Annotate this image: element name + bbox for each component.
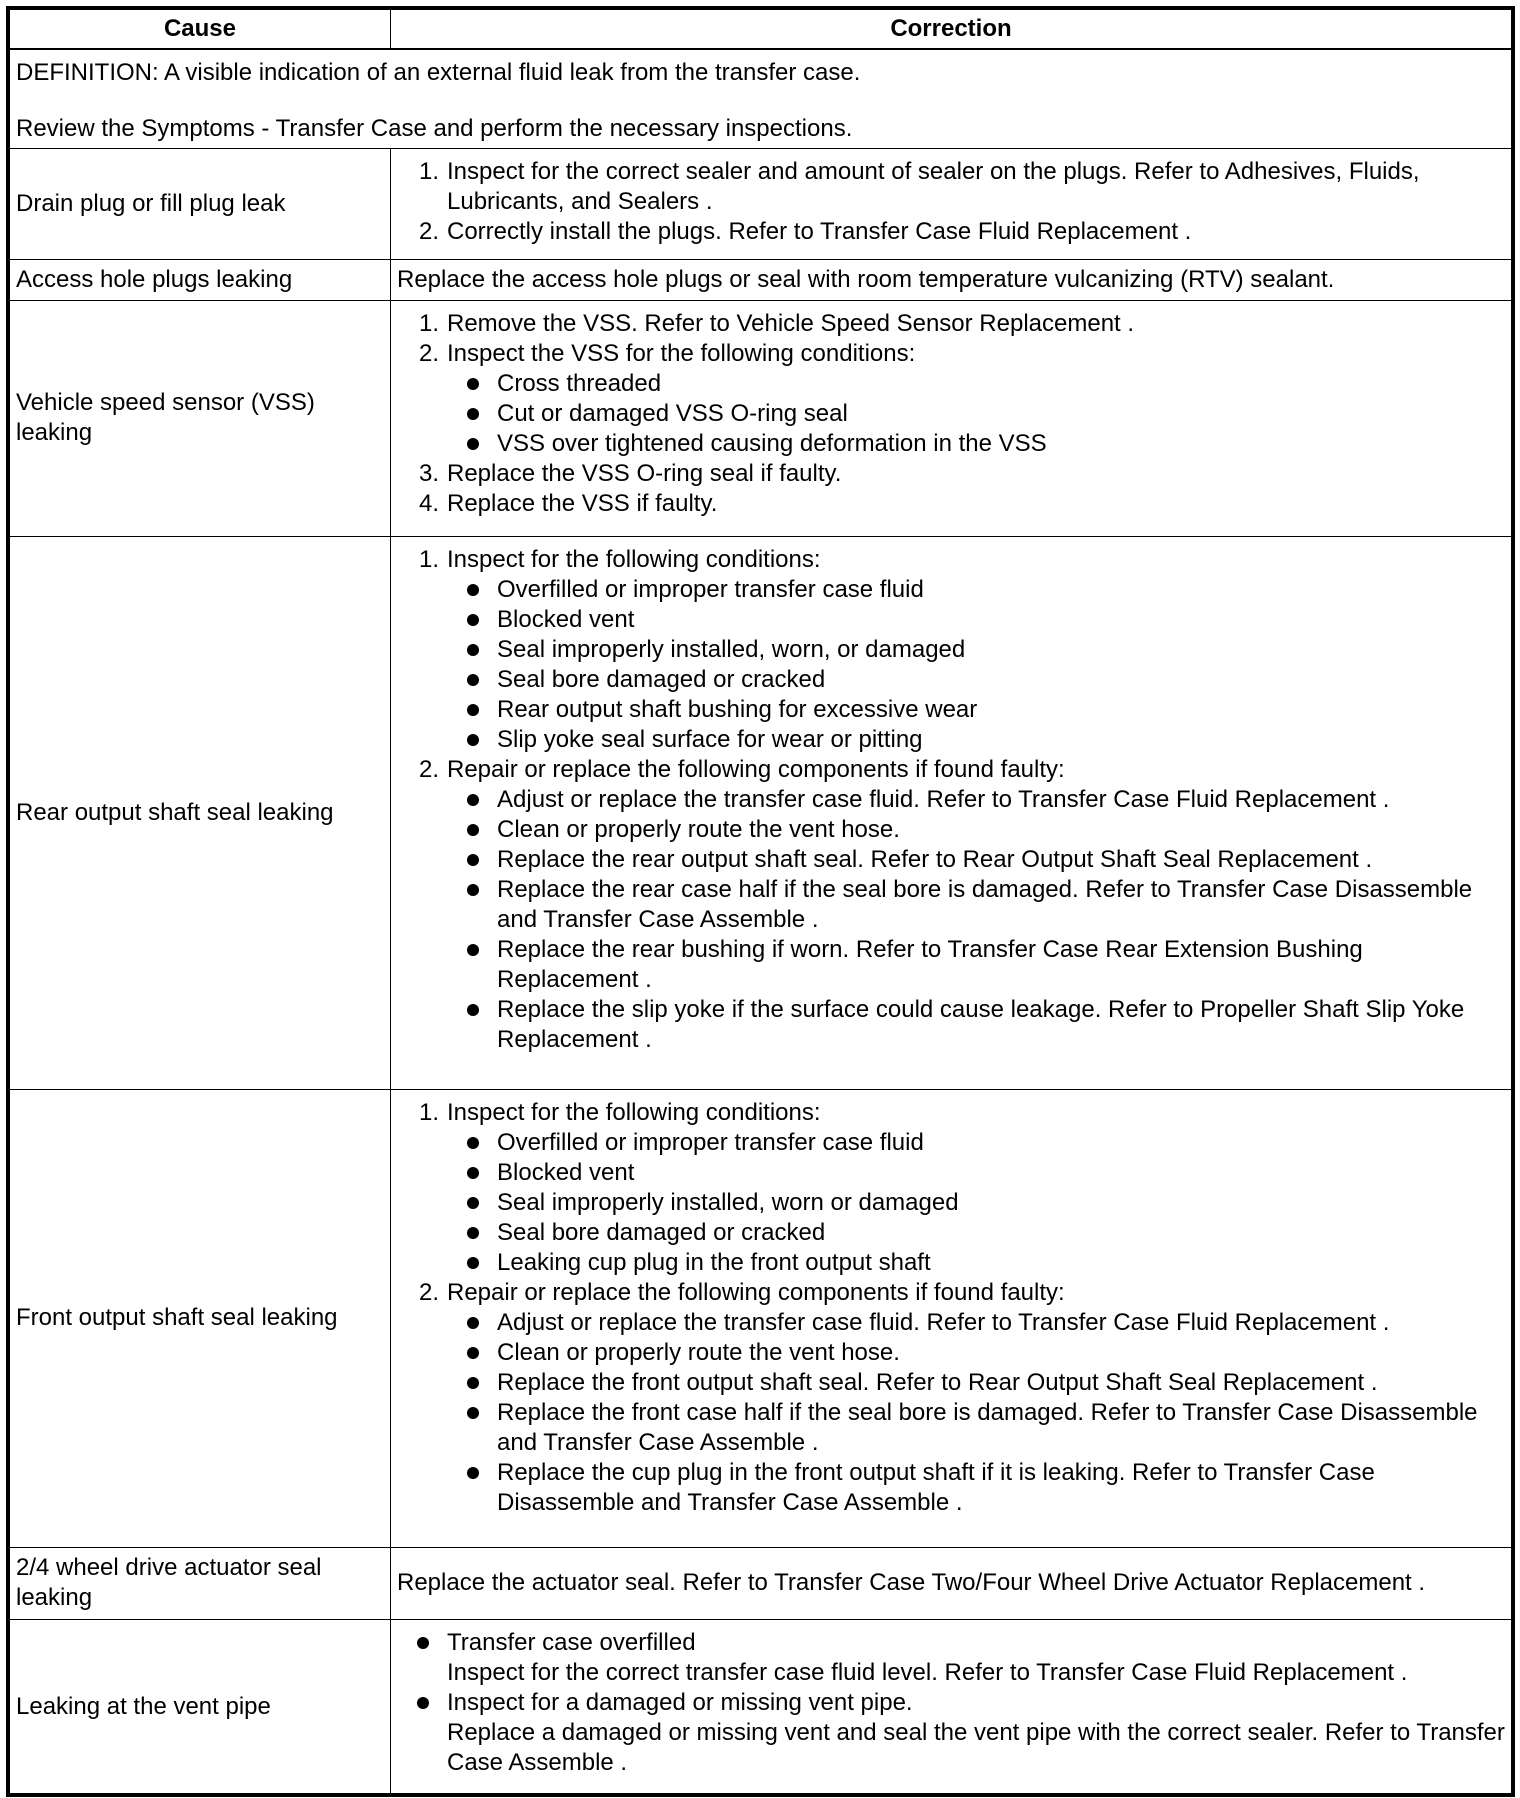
bullet-item: Overfilled or improper transfer case fluid [497, 575, 1505, 605]
definition-text: DEFINITION: A visible indication of an external fluid leak from the transfer case. [16, 59, 861, 86]
definition-row [10, 49, 1512, 149]
correction-cell [391, 1089, 1512, 1547]
table-row [10, 537, 1512, 1090]
correction-cell [391, 1620, 1512, 1794]
bullet-item: Replace the slip yoke if the surface could cause leakage. Refer to Propeller Shaft Slip Yoke Replacement . [497, 995, 1505, 1055]
correction-steps [397, 1098, 1505, 1518]
header-correction: Correction [391, 10, 1512, 50]
condition-list [447, 1128, 1505, 1278]
step-item: Inspect for the following conditions: Overfilled or improper transfer case fluid Blocked vent Seal improperly installed, worn, or damaged Seal bore damaged or cracked Rear output shaft bushing for excessive wear Slip yoke seal surface for wear or pitting [447, 545, 1505, 755]
bullet-item: Overfilled or improper transfer case fluid [497, 1128, 1505, 1158]
cause-cell: Drain plug or fill plug leak [10, 149, 391, 260]
table-row [10, 149, 1512, 260]
bullet-note: Replace a damaged or missing vent and seal the vent pipe with the correct sealer. Refer to Transfer Case Assemble . [447, 1719, 1505, 1777]
bullet-item: Cut or damaged VSS O-ring seal [497, 399, 1505, 429]
table-row [10, 300, 1512, 537]
table-header-row [10, 10, 1512, 50]
bullet-item [447, 1628, 1505, 1688]
table-row [10, 1547, 1512, 1620]
bullet-item: Seal bore damaged or cracked [497, 1218, 1505, 1248]
bullet-title: Inspect for a damaged or missing vent pipe. [447, 1689, 913, 1717]
bullet-item: Seal bore damaged or cracked [497, 665, 1505, 695]
step-item: Repair or replace the following components if found faulty: Adjust or replace the transfer case fluid. Refer to Transfer Case Fluid Replacement . Clean or properly route the vent hose. Replace the front output shaft seal. Refer to Rear Output Shaft Seal Replacement . Replace the front case half if the seal bore is damaged. Refer to Transfer Case Disassemble and Transfer Case Assemble . Replace the cup plug in the front output shaft if it is leaking. Refer to Transfer Case Disassemble and Transfer Case Assemble . [447, 1278, 1505, 1518]
step-item: Inspect the VSS for the following conditions: Cross threaded Cut or damaged VSS O-ring seal VSS over tightened causing deformation in the VSS [447, 339, 1505, 459]
bullet-item [447, 1688, 1505, 1778]
cause-cell: Leaking at the vent pipe [10, 1620, 391, 1794]
bullet-item: Cross threaded [497, 369, 1505, 399]
correction-cell [391, 537, 1512, 1090]
bullet-item: Blocked vent [497, 605, 1505, 635]
condition-list [447, 369, 1505, 459]
cause-cell: Vehicle speed sensor (VSS) leaking [10, 300, 391, 537]
cause-cell: 2/4 wheel drive actuator seal leaking [10, 1547, 391, 1620]
bullet-item: Clean or properly route the vent hose. [497, 1338, 1505, 1368]
cause-cell: Front output shaft seal leaking [10, 1089, 391, 1547]
bullet-item: Replace the front case half if the seal bore is damaged. Refer to Transfer Case Disassemble and Transfer Case Assemble . [497, 1398, 1505, 1458]
table-row [10, 1620, 1512, 1794]
bullet-item: Adjust or replace the transfer case fluid. Refer to Transfer Case Fluid Replacement . [497, 1308, 1505, 1338]
bullet-item: Slip yoke seal surface for wear or pitting [497, 725, 1505, 755]
bullet-item: VSS over tightened causing deformation in the VSS [497, 429, 1505, 459]
bullet-item: Clean or properly route the vent hose. [497, 815, 1505, 845]
diagnosis-table-document [6, 6, 1515, 1797]
bullet-item: Replace the cup plug in the front output shaft if it is leaking. Refer to Transfer Case Disassemble and Transfer Case Assemble . [497, 1458, 1505, 1518]
step-item: Correctly install the plugs. Refer to Transfer Case Fluid Replacement . [447, 218, 1192, 245]
step-item: Inspect for the following conditions: Overfilled or improper transfer case fluid Blocked vent Seal improperly installed, worn or damaged Seal bore damaged or cracked Leaking cup plug in the front output shaft [447, 1098, 1505, 1278]
step-item: Repair or replace the following components if found faulty: Adjust or replace the transfer case fluid. Refer to Transfer Case Fluid Replacement . Clean or properly route the vent hose. Replace the rear output shaft seal. Refer to Rear Output Shaft Seal Replacement . Replace the rear case half if the seal bore is damaged. Refer to Transfer Case Disassemble and Transfer Case Assemble . Replace the rear bushing if worn. Refer to Transfer Case Rear Extension Bushing Replacement . Replace the slip yoke if the surface could cause leakage. Refer to Propeller Shaft Slip Yoke Replacement . [447, 755, 1505, 1055]
bullet-title: Transfer case overfilled [447, 1629, 696, 1657]
bullet-item: Rear output shaft bushing for excessive wear [497, 695, 1505, 725]
correction-cell [391, 300, 1512, 537]
step-item: Replace the VSS if faulty. [447, 489, 718, 517]
diagnosis-table [9, 9, 1512, 1794]
repair-list [447, 785, 1505, 1055]
step-item: Replace the VSS O-ring seal if faulty. [447, 459, 842, 487]
bullet-item: Blocked vent [497, 1158, 1505, 1188]
bullet-item: Replace the rear bushing if worn. Refer to Transfer Case Rear Extension Bushing Replacement . [497, 935, 1505, 995]
vent-list [397, 1628, 1505, 1778]
review-text: Review the Symptoms - Transfer Case and perform the necessary inspections. [16, 115, 853, 142]
cause-cell: Rear output shaft seal leaking [10, 537, 391, 1090]
bullet-item: Adjust or replace the transfer case fluid. Refer to Transfer Case Fluid Replacement . [497, 785, 1505, 815]
bullet-item: Seal improperly installed, worn or damaged [497, 1188, 1505, 1218]
correction-cell [391, 149, 1512, 260]
definition-cell [10, 49, 1512, 149]
bullet-item: Replace the front output shaft seal. Refer to Rear Output Shaft Seal Replacement . [497, 1368, 1505, 1398]
step-item: Inspect for the correct sealer and amount of sealer on the plugs. Refer to Adhesives, Fluids, Lubricants, and Sealers . [447, 158, 1420, 215]
cause-cell: Access hole plugs leaking [10, 259, 391, 300]
bullet-item: Seal improperly installed, worn, or damaged [497, 635, 1505, 665]
repair-list [447, 1308, 1505, 1518]
bullet-item: Replace the rear case half if the seal bore is damaged. Refer to Transfer Case Disassemble and Transfer Case Assemble . [497, 875, 1505, 935]
correction-steps [397, 309, 1505, 519]
table-row [10, 1089, 1512, 1547]
step-item: Remove the VSS. Refer to Vehicle Speed Sensor Replacement . [447, 309, 1135, 337]
correction-cell: Replace the actuator seal. Refer to Transfer Case Two/Four Wheel Drive Actuator Replacement . [391, 1547, 1512, 1620]
table-row [10, 259, 1512, 300]
correction-steps [397, 157, 1505, 247]
bullet-item: Replace the rear output shaft seal. Refer to Rear Output Shaft Seal Replacement . [497, 845, 1505, 875]
header-cause: Cause [10, 10, 391, 50]
bullet-item: Leaking cup plug in the front output shaft [497, 1248, 1505, 1278]
correction-cell: Replace the access hole plugs or seal with room temperature vulcanizing (RTV) sealant. [391, 259, 1512, 300]
correction-steps [397, 545, 1505, 1055]
bullet-note: Inspect for the correct transfer case fluid level. Refer to Transfer Case Fluid Replacement . [447, 1659, 1408, 1687]
condition-list [447, 575, 1505, 755]
